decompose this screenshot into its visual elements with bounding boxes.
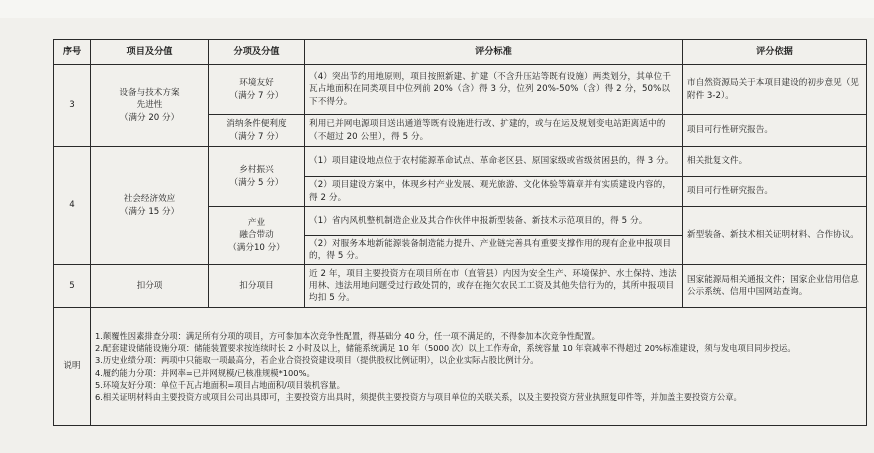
basis-cell: 国家能源局相关通报文件；国家企业信用信息公示系统、信用中国网站查询。 — [683, 265, 867, 308]
basis-cell: 新型装备、新技术相关证明材料、合作协议。 — [683, 207, 867, 265]
table-row — [54, 147, 867, 177]
sub-cell — [209, 115, 305, 147]
item-cell — [91, 147, 209, 265]
sub-cell: 扣分项目 — [209, 265, 305, 308]
basis-cell: 相关批复文件。 — [683, 147, 867, 177]
row-number: 4 — [54, 147, 91, 265]
criteria-cell: （2）对服务本地新能源装备制造能力提升、产业链完善具有重要支撑作用的现有企业申报项目的，得 5 分。 — [305, 236, 683, 265]
item-line: （满分 15 分） — [119, 206, 180, 217]
basis-cell: 项目可行性研究报告。 — [683, 115, 867, 147]
table-header-row — [54, 40, 867, 65]
table-row — [54, 65, 867, 115]
table-row — [54, 265, 867, 308]
note-item: 6.相关证明材料由主要投资方或项目公司出具即可，主要投资方出具时，须提供主要投资方与项目单位的关联关系，以及主要投资方营业执照复印件等，并加盖主要投资方公章。 — [95, 391, 742, 402]
sub-line: 融合带动 — [239, 230, 274, 241]
criteria-cell: （4）突出节约用地原则，项目按照新建、扩建（不含升压站等既有设施）两类划分，其单位千瓦占地面积在同类项目中位列前 20%（含）得 3 分，位列 20%-50%（含）得 2 分，50%以下不得分。 — [305, 65, 683, 115]
sub-line: （满分 5 分） — [229, 177, 284, 188]
notes-row — [54, 308, 867, 426]
note-item: 1.颠覆性因素排查分项：满足所有分项的项目，方可参加本次竞争性配置，得基础分 40 分，任一项不满足的，不得参加本次竞争性配置。 — [95, 331, 600, 342]
basis-cell: 市自然资源局关于本项目建设的初步意见（见附件 3-2）。 — [683, 65, 867, 115]
item-line: 先进性 — [136, 100, 163, 111]
sub-line: 消纳条件便利度 — [226, 119, 287, 130]
sub-cell — [209, 207, 305, 265]
sub-line: 产业 — [247, 218, 266, 229]
note-item: 5.环境友好分项：单位千瓦占地面积=项目占地面积/项目装机容量。 — [95, 379, 345, 390]
sub-line: （满分10 分） — [228, 242, 285, 253]
item-line: （满分 20 分） — [119, 112, 180, 123]
header-item: 项目及分值 — [91, 40, 209, 65]
row-number: 3 — [54, 65, 91, 147]
header-criteria: 评分标准 — [305, 40, 683, 65]
criteria-cell: （1）省内风机整机制造企业及其合作伙伴申报新型装备、新技术示范项目的，得 5 分。 — [305, 207, 683, 236]
note-item: 4.履约能力分项：并网率=已并网规模/已核准规模*100%。 — [95, 367, 315, 378]
item-cell — [91, 65, 209, 147]
header-basis: 评分依据 — [683, 40, 867, 65]
notes-cell — [91, 308, 867, 426]
sub-line: （满分 7 分） — [229, 90, 284, 101]
item-line: 社会经济效应 — [123, 194, 176, 205]
header-no: 序号 — [54, 40, 91, 65]
note-item: 2.配套建设储能设施分项：储能装置要求按连续时长 2 小时及以上，储能系统满足 10 年（5000 次）以上工作寿命，系统容量 10 年衰减率不得超过 20%标准建设，须与发电项目同步投运。 — [95, 343, 796, 354]
sub-cell — [209, 147, 305, 207]
header-sub: 分项及分值 — [209, 40, 305, 65]
sub-cell — [209, 65, 305, 115]
sub-line: （满分 7 分） — [229, 131, 284, 142]
item-line: 设备与技术方案 — [119, 88, 180, 99]
criteria-cell: 近 2 年，项目主要投资方在项目所在市（直管县）内因为安全生产、环境保护、水土保持、违法用林、违法用地问题受过行政处罚的，或存在拖欠农民工工资及其他失信行为的，其所申报项目均扣 5 分。 — [305, 265, 683, 308]
sub-line: 乡村振兴 — [239, 165, 274, 176]
notes-label: 说明 — [54, 308, 91, 426]
scan-margin — [0, 0, 874, 18]
row-number: 5 — [54, 265, 91, 308]
sub-line: 环境友好 — [239, 78, 274, 89]
criteria-cell: （2）项目建设方案中，体现乡村产业发展、观光旅游、文化体验等篇章并有实质建设内容的，得 2 分。 — [305, 177, 683, 207]
note-item: 3.历史业绩分项：两项中只能取一项最高分，若企业合资投资建设项目（提供股权比例证明），以企业实际占股比例计分。 — [95, 355, 539, 366]
scoring-table — [53, 39, 867, 426]
basis-cell: 项目可行性研究报告。 — [683, 177, 867, 207]
item-cell: 扣分项 — [91, 265, 209, 308]
criteria-cell: （1）项目建设地点位于农村能源革命试点、革命老区县、原国家级或省级贫困县的，得 3 分。 — [305, 147, 683, 177]
criteria-cell: 利用已并网电源项目送出通道等既有设施进行改、扩建的，或与在运及规划变电站距离适中的（不超过 20 公里），得 5 分。 — [305, 115, 683, 147]
